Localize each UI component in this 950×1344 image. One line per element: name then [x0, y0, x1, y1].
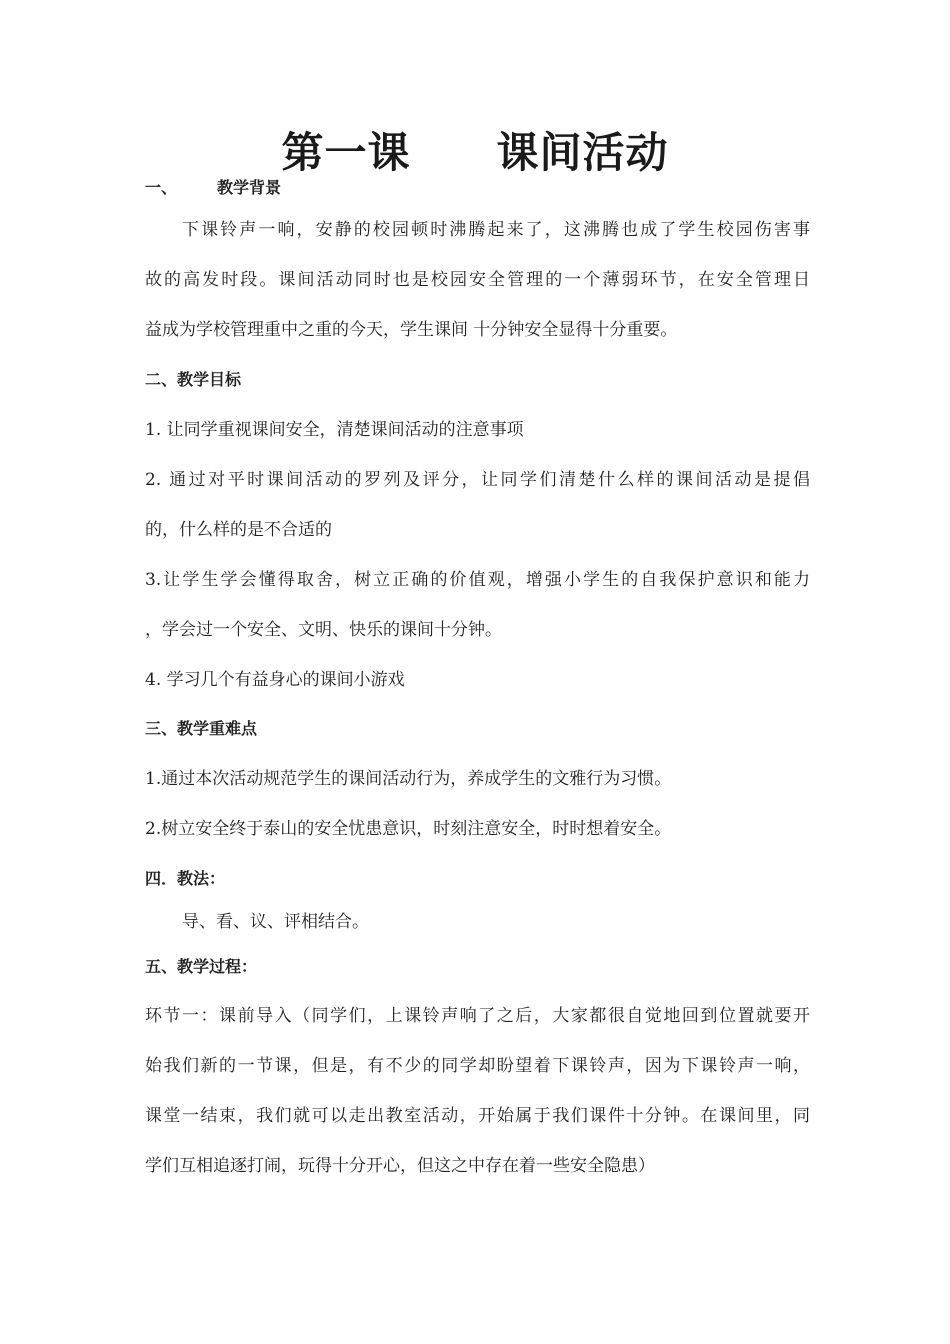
section-number: 一、: [145, 178, 178, 197]
list-item: 4. 学习几个有益身心的课间小游戏: [145, 670, 405, 690]
paragraph-line: 课堂一结束，我们就可以走出教室活动，开始属于我们课件十分钟。在课间里，同: [145, 1106, 810, 1126]
paragraph-line: 始我们新的一节课，但是，有不少的同学却盼望着下课铃声，因为下课铃声一响，: [145, 1056, 810, 1076]
section-heading-key-points: 三、教学重难点: [145, 719, 258, 738]
paragraph-line: 导、看、议、评相结合。: [182, 912, 369, 932]
paragraph-line: 益成为学校管理重中之重的今天，学生课间 十分钟安全显得十分重要。: [145, 320, 678, 340]
section-heading-method: 四．教法：: [145, 869, 226, 888]
section-heading-goals: 二、教学目标: [145, 370, 242, 389]
list-item: 1.通过本次活动规范学生的课间活动行为，养成学生的文雅行为习惯。: [145, 769, 672, 789]
paragraph-line: 故的高发时段。课间活动同时也是校园安全管理的一个薄弱环节，在安全管理日: [145, 270, 810, 290]
section-heading-process: 五、教学过程：: [145, 957, 258, 976]
list-item: 3.让学生学会懂得取舍，树立正确的价值观，增强小学生的自我保护意识和能力: [145, 570, 810, 590]
paragraph-line: 下课铃声一响，安静的校园顿时沸腾起来了，这沸腾也成了学生校园伤害事: [182, 220, 810, 240]
page-title: 第一课 课间活动: [281, 128, 669, 177]
list-item: 2. 通过对平时课间活动的罗列及评分，让同学们清楚什么样的课间活动是提倡: [145, 470, 810, 490]
section-heading-background: [145, 176, 810, 200]
list-item: 2.树立安全终于泰山的安全忧患意识，时刻注意安全，时时想着安全。: [145, 819, 672, 839]
paragraph-line: 环节一：课前导入（同学们，上课铃声响了之后，大家都很自觉地回到位置就要开: [145, 1006, 810, 1026]
list-item-continuation: 的，什么样的是不合适的: [145, 520, 332, 540]
paragraph-line: 学们互相追逐打闹，玩得十分开心，但这之中存在着一些安全隐患）: [145, 1156, 655, 1176]
list-item-continuation: ，学会过一个安全、文明、快乐的课间十分钟。: [145, 620, 502, 640]
list-item: 1. 让同学重视课间安全，清楚课间活动的注意事项: [145, 420, 524, 440]
section-title: 教学背景: [217, 178, 282, 197]
